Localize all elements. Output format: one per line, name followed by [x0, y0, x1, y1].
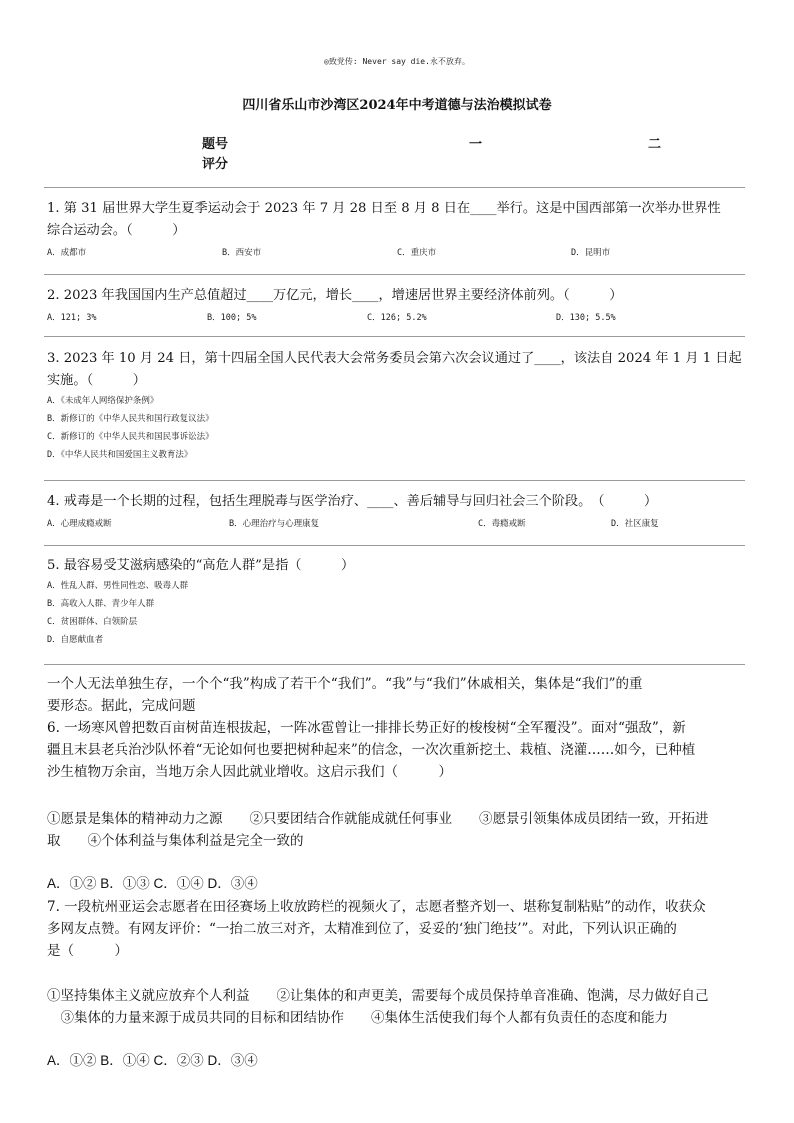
option-a: A．成都市 — [47, 248, 87, 258]
question-7 — [47, 896, 747, 962]
choice-statements: 取 ④个体利益与集体利益是完全一致的 — [47, 833, 304, 849]
question-stem: 实施。（ ） — [47, 373, 146, 388]
question-stem: 3. 2023 年 10 月 24 日，第十四届全国人民代表大会常务委员会第六次会议通过了____，该法自 2024 年 1 月 1 日起 — [47, 351, 742, 366]
material-line: 一个人无法单独生存，一个个“我”构成了若干个“我们”。“我”与“我们”休戚相关，集体是“我们”的重 — [47, 676, 643, 692]
choice-statements: ①愿景是集体的精神动力之源 ②只要团结合作就能成就任何事业 ③愿景引领集体成员团结一致，开拓进 — [47, 811, 709, 827]
option-b: B．高收入人群、青少年人群 — [47, 599, 155, 609]
option-d: D．130; 5.5% — [556, 313, 616, 323]
option-d: D．《中华人民共和国爱国主义教育法》 — [47, 450, 193, 460]
question-7-choices — [47, 985, 747, 1029]
option-d: D．自愿献血者 — [47, 635, 104, 645]
question-stem: 综合运动会。（ ） — [47, 223, 186, 238]
option-d: D．昆明市 — [571, 248, 611, 258]
divider — [44, 545, 745, 546]
question-stem: 沙生植物万余亩，当地万余人因此就业增收。这启示我们（ ） — [47, 764, 452, 780]
option-a: A．《未成年人网络保护条例》 — [47, 396, 159, 406]
option-c: C．新修订的《中华人民共和国民事诉讼法》 — [47, 432, 214, 442]
question-5 — [47, 555, 747, 649]
question-1 — [47, 198, 747, 260]
score-table-row-label-number: 题号 — [202, 137, 229, 152]
divider — [44, 274, 745, 275]
option-b: B．新修订的《中华人民共和国行政复议法》 — [47, 414, 214, 424]
option-b: B．100; 5% — [207, 313, 257, 323]
choice-statements: ①坚持集体主义就应放弃个人利益 ②让集体的和声更美，需要每个成员保持单音准确、饱满，尽力做好自己 — [47, 988, 709, 1004]
score-table-col-two: 二 — [648, 137, 662, 152]
question-7-answers — [47, 1050, 747, 1072]
question-2 — [47, 285, 747, 325]
question-stem: 6. 一场寒风曾把数百亩树苗连根拔起，一阵冰雹曾让一排排长势正好的梭梭树“全军覆没”。面对“强敌”，新 — [47, 720, 686, 736]
score-table-col-one: 一 — [469, 137, 483, 152]
option-b: B．心理治疗与心理康复 — [229, 519, 320, 529]
option-c: C．毒瘾戒断 — [478, 519, 526, 529]
motto-header: ◎致党传: Never say die.永不放弃。 — [324, 57, 470, 66]
question-6-answers — [47, 873, 747, 895]
question-stem: 1. 第 31 届世界大学生夏季运动会于 2023 年 7 月 28 日至 8 月 8 日在____举行。这是中国西部第一次举办世界性 — [47, 201, 721, 216]
page-title: 四川省乐山市沙湾区2024年中考道德与法治模拟试卷 — [242, 98, 552, 113]
option-c: C．重庆市 — [397, 248, 437, 258]
option-c: C．126; 5.2% — [367, 313, 427, 323]
score-table-row-label-score: 评分 — [202, 157, 229, 172]
question-stem: 7. 一段杭州亚运会志愿者在田径赛场上收放跨栏的视频火了，志愿者整齐划一、堪称复制粘贴”的动作，收获众 — [47, 899, 706, 915]
question-6 — [47, 717, 747, 783]
question-stem: 疆且末县老兵治沙队怀着“无论如何也要把树种起来”的信念，一次次重新挖土、栽植、浇灌……如今，已种植 — [47, 742, 696, 758]
answer-options: A．①② B．①③ C．①④ D．③④ — [47, 876, 258, 891]
divider — [44, 336, 745, 337]
option-a: A．心理成瘾戒断 — [47, 519, 112, 529]
question-stem: 4. 戒毒是一个长期的过程，包括生理脱毒与医学治疗、____、善后辅导与回归社会三个阶段。 （ ） — [47, 494, 658, 509]
question-6-choices — [47, 808, 747, 852]
question-stem: 多网友点赞。有网友评价：“一抬二放三对齐，太精准到位了，妥妥的‘独门绝技’”。对此，下列认识正确的 — [47, 921, 677, 937]
option-c: C．贫困群体、白领阶层 — [47, 617, 138, 627]
option-d: D．社区康复 — [611, 519, 659, 529]
divider — [44, 480, 745, 481]
material-intro — [47, 673, 747, 717]
option-a: A．121; 3% — [47, 313, 97, 323]
question-4 — [47, 491, 747, 531]
answer-options: A．①② B．①④ C．②③ D．③④ — [47, 1053, 258, 1068]
question-stem: 5. 最容易受艾滋病感染的“高危人群”是指（ ） — [47, 558, 355, 573]
material-line: 要形态。据此，完成问题 — [47, 698, 196, 714]
question-stem: 是（ ） — [47, 943, 128, 959]
choice-statements: ③集体的力量来源于成员共同的目标和团结协作 ④集体生活使我们每个人都有负责任的态度和能力 — [47, 1010, 668, 1026]
option-b: B．西安市 — [222, 248, 262, 258]
question-stem: 2. 2023 年我国国内生产总值超过____万亿元，增长____，增速居世界主要经济体前列。（ ） — [47, 288, 623, 303]
question-3 — [47, 348, 747, 464]
divider — [44, 187, 745, 188]
option-a: A．性乱人群、男性同性恋、吸毒人群 — [47, 581, 189, 591]
divider — [44, 664, 745, 665]
